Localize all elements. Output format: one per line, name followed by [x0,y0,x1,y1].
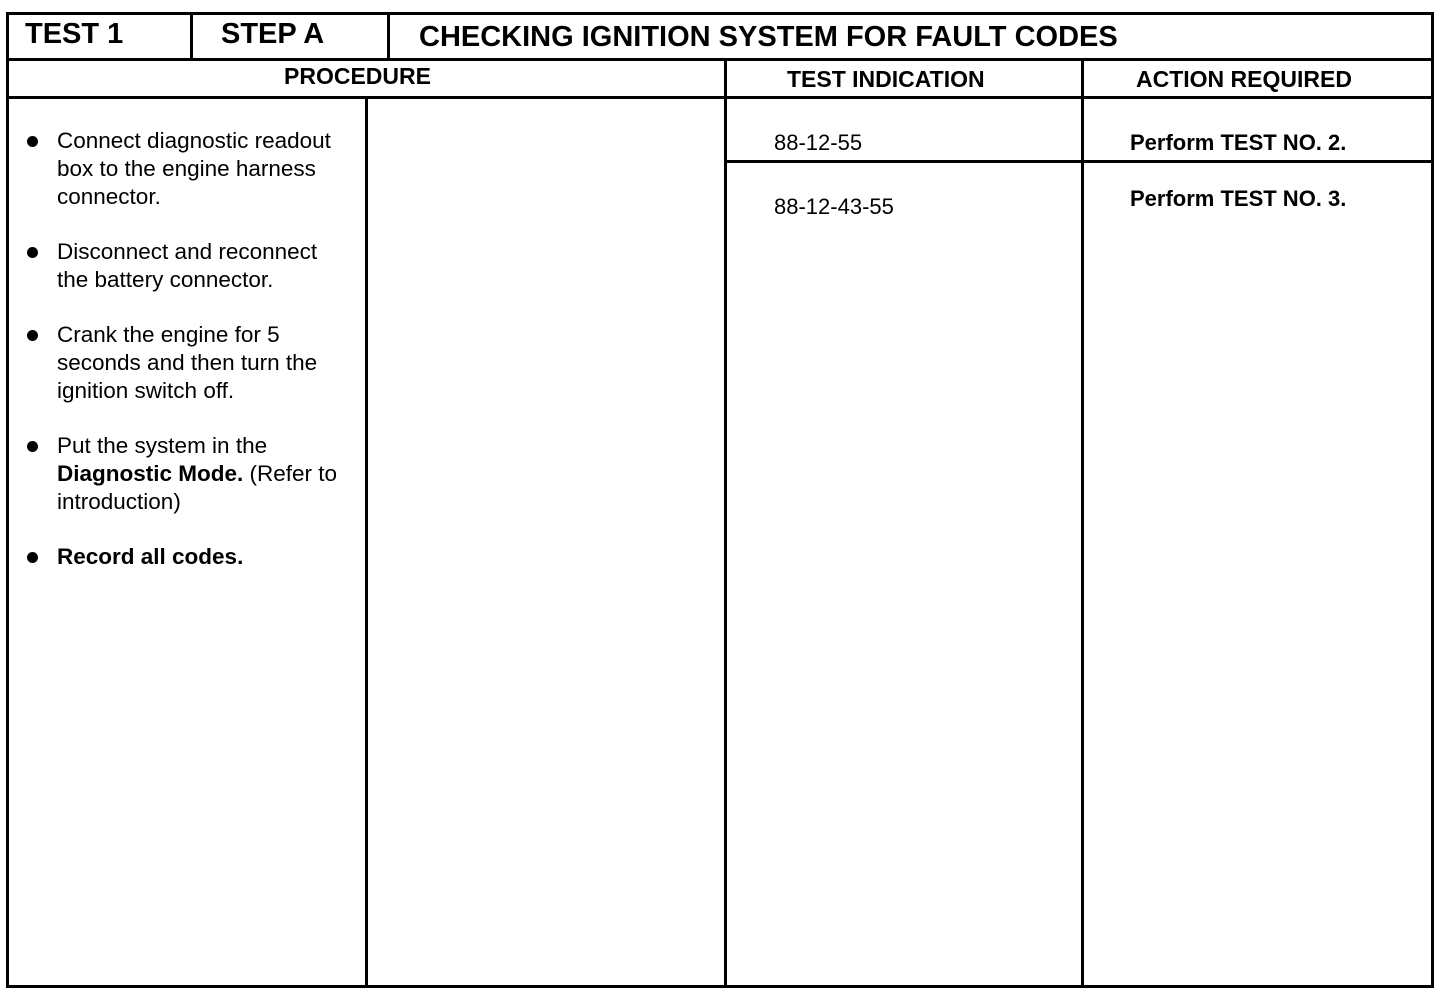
procedure-step [23,321,353,405]
bullet-icon [27,552,38,563]
procedure-step-emphasis: Record all codes. [57,544,244,569]
bullet-icon [27,441,38,452]
diagnostic-test-sheet [6,12,1434,988]
page-title: CHECKING IGNITION SYSTEM FOR FAULT CODES [419,21,1118,53]
test-step-divider [190,15,193,58]
procedure-step-text: Disconnect and reconnect the battery connector. [57,239,318,292]
procedure-list [23,127,353,598]
procedure-inner-divider [365,96,368,988]
bullet-icon [27,247,38,258]
action-required-column-header: ACTION REQUIRED [1136,66,1352,92]
bullet-icon [27,330,38,341]
procedure-step [23,432,353,516]
procedure-step [23,238,353,294]
test-number: TEST 1 [25,18,124,50]
procedure-step-text: Put the system in the [57,433,268,458]
column-header-divider [9,96,1431,99]
title-row-divider [9,58,1431,61]
test-indication-2: 88-12-43-55 [774,194,894,219]
procedure-step-emphasis: Diagnostic Mode. [57,461,244,486]
indication-row-divider [725,160,1431,163]
bullet-icon [27,136,38,147]
procedure-indication-divider [724,58,727,988]
test-indication-1: 88-12-55 [774,130,863,155]
step-title-divider [387,15,390,58]
indication-action-divider [1081,58,1084,988]
procedure-step-text: (Refer to introduction) [57,461,338,514]
action-required-1: Perform TEST NO. 2. [1130,130,1347,155]
procedure-step-text: Crank the engine for 5 seconds and then turn the ignition switch off. [57,322,318,403]
step-label: STEP A [221,18,325,50]
procedure-step-text: Connect diagnostic readout box to the engine harness connector. [57,128,331,209]
procedure-step [23,127,353,211]
procedure-column-header: PROCEDURE [284,63,431,89]
action-required-2: Perform TEST NO. 3. [1130,186,1347,211]
test-indication-column-header: TEST INDICATION [787,66,985,92]
procedure-step [23,543,353,571]
